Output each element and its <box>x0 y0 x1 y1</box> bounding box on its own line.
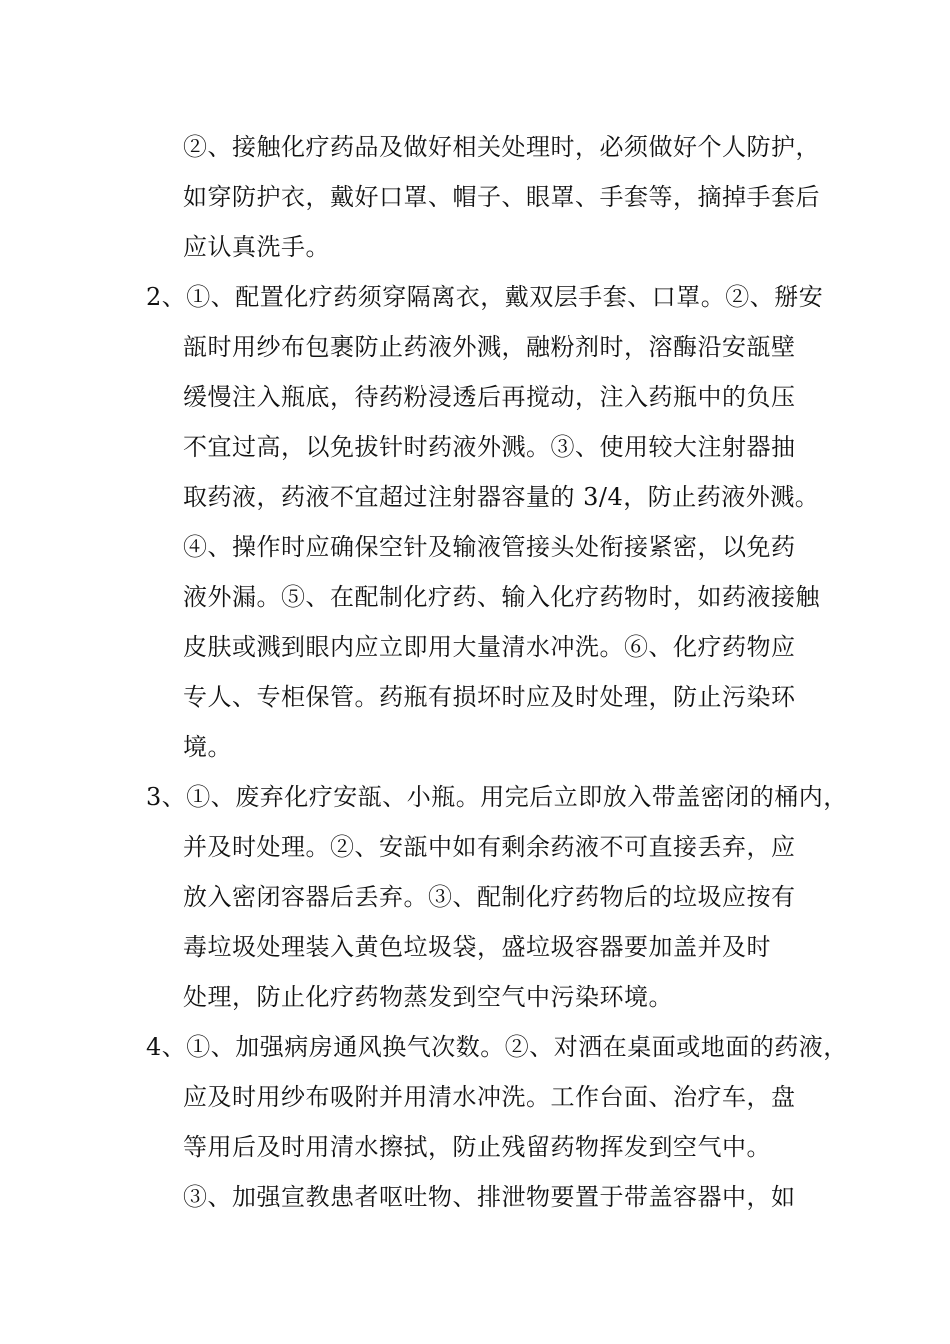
text-line: 等用后及时用清水擦拭，防止残留药物挥发到空气中。 <box>183 1133 771 1161</box>
text-line: 不宜过高，以免拔针时药液外溅。③、使用较大注射器抽 <box>183 433 796 461</box>
text-line: ③、加强宣教患者呕吐物、排泄物要置于带盖容器中，如 <box>183 1183 796 1211</box>
text-line: 处理，防止化疗药物蒸发到空气中污染环境。 <box>183 983 673 1011</box>
text-line: ④、操作时应确保空针及输液管接头处衔接紧密，以免药 <box>183 533 796 561</box>
text-line: 并及时处理。②、安瓿中如有剩余药液不可直接丢弃，应 <box>183 833 796 861</box>
text-line: 应及时用纱布吸附并用清水冲洗。工作台面、治疗车，盘 <box>183 1083 796 1111</box>
text-line: 瓿时用纱布包裹防止药液外溅，融粉剂时，溶酶沿安瓿壁 <box>183 333 796 361</box>
text-line: 液外漏。⑤、在配制化疗药、输入化疗药物时，如药液接触 <box>183 583 820 611</box>
text-line: ②、接触化疗药品及做好相关处理时，必须做好个人防护， <box>183 133 820 161</box>
text-line: 毒垃圾处理装入黄色垃圾袋，盛垃圾容器要加盖并及时 <box>183 933 771 961</box>
text-line: 境。 <box>183 733 232 761</box>
list-item-4-line: 4、①、加强病房通风换气次数。②、对洒在桌面或地面的药液， <box>146 1033 848 1061</box>
text-line: 皮肤或溅到眼内应立即用大量清水冲洗。⑥、化疗药物应 <box>183 633 796 661</box>
list-item-3-line: 3、①、废弃化疗安瓿、小瓶。用完后立即放入带盖密闭的桶内， <box>146 783 848 811</box>
list-item-2-line: 2、①、配置化疗药须穿隔离衣，戴双层手套、口罩。②、掰安 <box>146 283 824 311</box>
text-line: 应认真洗手。 <box>183 233 330 261</box>
text-line: 缓慢注入瓶底，待药粉浸透后再搅动，注入药瓶中的负压 <box>183 383 796 411</box>
text-line: 放入密闭容器后丢弃。③、配制化疗药物后的垃圾应按有 <box>183 883 796 911</box>
text-line: 取药液，药液不宜超过注射器容量的 3/4，防止药液外溅。 <box>183 483 820 511</box>
text-line: 如穿防护衣，戴好口罩、帽子、眼罩、手套等，摘掉手套后 <box>183 183 820 211</box>
text-line: 专人、专柜保管。药瓶有损坏时应及时处理，防止污染环 <box>183 683 796 711</box>
